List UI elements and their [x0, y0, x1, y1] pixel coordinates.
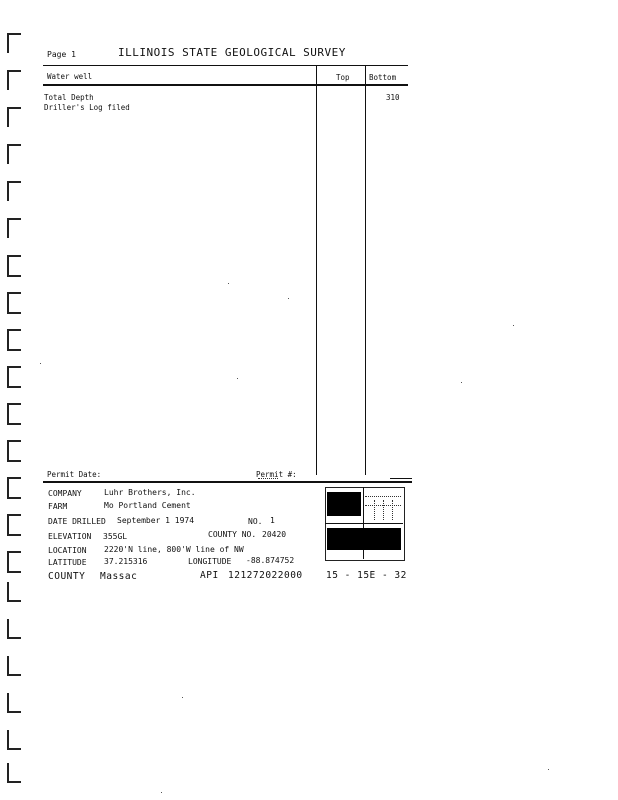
date-drilled-label: DATE DRILLED — [48, 517, 106, 526]
longitude-label: LONGITUDE — [188, 557, 232, 566]
farm-value: Mo Portland Cement — [104, 501, 191, 510]
table-row-bottom: 310 — [386, 93, 400, 102]
column-header-top: Top — [336, 73, 350, 82]
elevation-value: 355GL — [103, 532, 128, 541]
header-rule-top — [43, 65, 408, 66]
document-title: ILLINOIS STATE GEOLOGICAL SURVEY — [118, 46, 346, 59]
longitude-value: -88.874752 — [246, 556, 295, 565]
redaction-block — [327, 492, 361, 516]
column-divider-top — [316, 65, 317, 475]
date-drilled-value: September 1 1974 — [117, 516, 195, 525]
company-value: Luhr Brothers, Inc. — [104, 488, 196, 497]
county-no-value: 20420 — [262, 530, 287, 539]
table-row-formation: Driller's Log filed — [44, 103, 130, 112]
county-no-label: COUNTY NO. — [208, 530, 257, 539]
footer-tick — [390, 478, 412, 479]
township-range-section: 15 - 15E - 32 — [326, 570, 407, 581]
table-row-formation: Total Depth — [44, 93, 94, 102]
location-label: LOCATION — [48, 546, 87, 555]
well-no-label: NO. — [248, 517, 263, 526]
footer-dot — [258, 478, 278, 479]
api-label: API — [200, 570, 219, 581]
latitude-value: 37.215316 — [104, 557, 148, 566]
location-value: 2220'N line, 800'W line of NW — [104, 545, 244, 554]
api-value: 121272022000 — [228, 570, 303, 581]
farm-label: FARM — [48, 502, 68, 511]
county-value: Massac — [100, 571, 138, 582]
elevation-label: ELEVATION — [48, 532, 92, 541]
header-rule-bottom — [43, 84, 408, 86]
footer-rule — [43, 481, 412, 483]
latitude-label: LATITUDE — [48, 558, 87, 567]
page-number: Page 1 — [47, 50, 76, 59]
permit-date-label: Permit Date: — [47, 470, 102, 479]
permit-number-label: Permit #: — [256, 470, 297, 479]
column-header-formation: Water well — [47, 72, 93, 81]
column-header-bottom: Bottom — [369, 73, 397, 82]
well-no-value: 1 — [270, 516, 275, 525]
column-divider-bottom — [365, 65, 366, 475]
redaction-block — [327, 528, 401, 550]
company-label: COMPANY — [48, 489, 82, 498]
county-label: COUNTY — [48, 571, 86, 582]
